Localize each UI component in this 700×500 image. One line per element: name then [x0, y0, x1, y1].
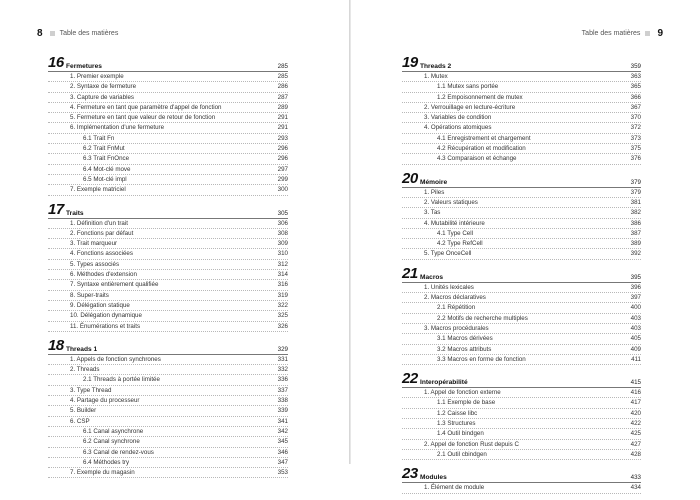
- chapter-section: [402, 55, 641, 165]
- entry-title: 7. Exemple du magasin: [70, 469, 135, 477]
- toc-subentry[interactable]: [48, 427, 288, 437]
- entry-title: 1. Piles: [424, 188, 445, 196]
- chapter-page-number: 359: [630, 63, 641, 70]
- entry-title: 10. Délégation dynamique: [70, 312, 142, 320]
- toc-subentry[interactable]: [402, 82, 641, 92]
- entry-page-number: 403: [630, 314, 641, 322]
- entry-page-number: 346: [277, 448, 288, 456]
- entry-title: 5. Builder: [70, 407, 97, 415]
- chapter-heading[interactable]: [48, 55, 288, 72]
- entry-page-number: 314: [277, 271, 288, 279]
- toc-entry[interactable]: [48, 103, 288, 113]
- entry-title: 1. Premier exemple: [70, 73, 124, 80]
- toc-subentry[interactable]: [402, 398, 641, 408]
- toc-entry[interactable]: [402, 219, 641, 229]
- entry-title: 2. Macros déclaratives: [424, 294, 486, 302]
- chapter-page-number: 329: [277, 345, 288, 353]
- entry-title: 3.1 Macros dérivées: [437, 335, 493, 343]
- entry-title: 4. Partage du processeur: [70, 397, 140, 405]
- entry-page-number: 397: [630, 294, 641, 302]
- entry-page-number: 312: [277, 260, 288, 268]
- entry-page-number: 372: [630, 124, 641, 132]
- entry-page-number: 405: [630, 335, 641, 343]
- toc-entry[interactable]: [402, 388, 641, 398]
- entry-page-number: 389: [630, 240, 641, 248]
- toc-entry[interactable]: [48, 113, 288, 123]
- toc-entry[interactable]: [48, 229, 288, 239]
- entry-title: 3. Type Thread: [70, 386, 112, 394]
- entry-page-number: 332: [277, 366, 288, 374]
- entry-page-number: 326: [277, 322, 288, 330]
- header-square-ornament: [645, 31, 650, 36]
- right-page: [351, 0, 700, 492]
- entry-page-number: 375: [630, 145, 641, 153]
- chapter-heading[interactable]: [48, 202, 288, 219]
- entry-title: 1.3 Structures: [437, 420, 476, 428]
- page-number: 8: [37, 27, 43, 39]
- entry-title: 6.2 Trait FnMut: [83, 145, 125, 153]
- toc-entry[interactable]: [48, 468, 288, 478]
- toc-entry[interactable]: [402, 103, 641, 113]
- entry-page-number: 293: [277, 134, 288, 142]
- entry-page-number: 331: [277, 355, 288, 363]
- toc-entry[interactable]: [48, 396, 288, 406]
- entry-page-number: 386: [630, 219, 641, 227]
- entry-page-number: 291: [277, 124, 288, 132]
- entry-title: 4.2 Récupération et modification: [437, 145, 526, 153]
- entry-page-number: 409: [630, 345, 641, 353]
- toc-subentry[interactable]: [48, 448, 288, 458]
- toc-entry[interactable]: [48, 219, 288, 229]
- entry-title: 2. Fonctions par défaut: [70, 229, 134, 237]
- entry-page-number: 289: [277, 103, 288, 111]
- toc-entry[interactable]: [402, 283, 641, 293]
- entry-page-number: 310: [277, 250, 288, 258]
- toc-entry[interactable]: [48, 301, 288, 311]
- entry-title: 1. Élément de module: [424, 484, 485, 492]
- entry-page-number: 339: [277, 407, 288, 415]
- entry-title: 6.2 Canal synchrone: [83, 438, 140, 446]
- entry-title: 1. Mutex: [424, 73, 448, 80]
- toc-subentry[interactable]: [402, 303, 641, 313]
- entry-title: 6.4 Méthodes try: [83, 458, 130, 466]
- entry-title: 7. Exemple matriciel: [70, 186, 126, 194]
- entry-title: 2. Syntaxe de fermeture: [70, 83, 137, 91]
- toc-entry[interactable]: [48, 123, 288, 133]
- chapter-page-number: 415: [630, 379, 641, 387]
- entry-title: 5. Types associés: [70, 260, 120, 268]
- toc-subentry[interactable]: [48, 175, 288, 185]
- chapter-number: 22: [402, 370, 418, 388]
- entry-title: 1. Appel de fonction externe: [424, 389, 501, 397]
- entry-title: 6.5 Mot-clé impl: [83, 175, 127, 183]
- entry-title: 5. Fermeture en tant que valeur de retour de fonction: [70, 114, 216, 122]
- entry-title: 4.2 Type RefCell: [437, 240, 483, 248]
- entry-page-number: 286: [277, 83, 288, 91]
- toc-subentry[interactable]: [402, 229, 641, 239]
- entry-title: 4. Opérations atomiques: [424, 124, 492, 132]
- page-number: 9: [657, 27, 663, 39]
- entry-title: 4.1 Type Cell: [437, 229, 474, 237]
- entry-page-number: 308: [277, 229, 288, 237]
- toc-entry[interactable]: [48, 270, 288, 280]
- entry-page-number: 365: [630, 83, 641, 91]
- entry-title: 6.3 Trait FnOnce: [83, 155, 130, 163]
- entry-page-number: 345: [277, 438, 288, 446]
- toc-subentry[interactable]: [402, 450, 641, 460]
- toc-entry[interactable]: [48, 291, 288, 301]
- toc-entry[interactable]: [402, 208, 641, 218]
- entry-page-number: 297: [277, 165, 288, 173]
- entry-title: 6.3 Canal de rendez-vous: [83, 448, 154, 456]
- chapter-number: 20: [402, 169, 418, 187]
- toc-entry[interactable]: [402, 188, 641, 198]
- toc-entry[interactable]: [48, 417, 288, 427]
- entry-page-number: 306: [277, 219, 288, 227]
- toc-entry[interactable]: [402, 440, 641, 450]
- toc-entry[interactable]: [402, 72, 641, 82]
- toc-subentry[interactable]: [402, 239, 641, 249]
- chapter-title: Modules: [420, 474, 447, 482]
- entry-title: 6.4 Mot-clé move: [83, 165, 131, 173]
- toc-subentry[interactable]: [48, 154, 288, 164]
- entry-page-number: 291: [277, 114, 288, 122]
- entry-page-number: 425: [630, 430, 641, 438]
- toc-left: [48, 55, 288, 484]
- chapter-section: [402, 371, 641, 460]
- chapter-section: [402, 466, 641, 493]
- toc-entry[interactable]: [402, 123, 641, 133]
- entry-page-number: 353: [277, 469, 288, 477]
- entry-page-number: 434: [630, 484, 641, 492]
- chapter-title: Fermetures: [66, 63, 102, 70]
- entry-title: 2.1 Outil cbindgen: [437, 450, 487, 458]
- toc-entry[interactable]: [48, 239, 288, 249]
- toc-entry[interactable]: [48, 72, 288, 82]
- entry-page-number: 316: [277, 281, 288, 289]
- chapter-heading[interactable]: [402, 466, 641, 483]
- entry-title: 8. Super-traits: [70, 291, 109, 299]
- header-title: Table des matières: [59, 29, 119, 37]
- entry-page-number: 341: [277, 417, 288, 425]
- entry-title: 7. Syntaxe entièrement qualifiée: [70, 281, 159, 289]
- toc-entry[interactable]: [48, 249, 288, 259]
- entry-page-number: 403: [630, 324, 641, 332]
- chapter-page-number: 379: [630, 178, 641, 186]
- toc-entry[interactable]: [402, 249, 641, 259]
- entry-title: 1.1 Mutex sans portée: [437, 83, 499, 91]
- chapter-section: [402, 171, 641, 260]
- chapter-heading[interactable]: [402, 171, 641, 188]
- entry-title: 11. Énumérations et traits: [70, 322, 141, 330]
- entry-page-number: 300: [277, 186, 288, 194]
- toc-entry[interactable]: [48, 386, 288, 396]
- entry-page-number: 396: [630, 283, 641, 291]
- chapter-section: [402, 266, 641, 365]
- toc-subentry[interactable]: [48, 144, 288, 154]
- entry-title: 6. Implémentation d'une fermeture: [70, 124, 165, 132]
- toc-subentry[interactable]: [48, 375, 288, 385]
- entry-page-number: 337: [277, 386, 288, 394]
- entry-title: 5. Type OnceCell: [424, 250, 472, 258]
- entry-page-number: 322: [277, 301, 288, 309]
- entry-title: 1.2 Empoisonnement de mutex: [437, 93, 523, 101]
- entry-page-number: 373: [630, 134, 641, 142]
- entry-page-number: 285: [277, 73, 288, 80]
- entry-page-number: 428: [630, 450, 641, 458]
- entry-page-number: 299: [277, 175, 288, 183]
- entry-title: 1. Définition d'un trait: [70, 219, 128, 227]
- entry-title: 1.1 Exemple de base: [437, 399, 496, 407]
- entry-title: 4.3 Comparaison et échange: [437, 155, 517, 163]
- chapter-title: Traits: [66, 209, 84, 217]
- entry-title: 2. Valeurs statiques: [424, 198, 478, 206]
- chapter-title: Mémoire: [420, 178, 448, 186]
- entry-title: 6.1 Canal asynchrone: [83, 427, 144, 435]
- toc-subentry[interactable]: [48, 134, 288, 144]
- entry-title: 2.1 Threads à portée limitée: [83, 376, 160, 384]
- toc-subentry[interactable]: [48, 165, 288, 175]
- toc-entry[interactable]: [48, 185, 288, 195]
- entry-title: 3.3 Macros en forme de fonction: [437, 355, 526, 363]
- toc-subentry[interactable]: [402, 409, 641, 419]
- entry-page-number: 400: [630, 304, 641, 312]
- chapter-page-number: 285: [277, 63, 288, 70]
- toc-subentry[interactable]: [402, 314, 641, 324]
- entry-title: 1.2 Caisse libc: [437, 409, 478, 417]
- entry-page-number: 363: [630, 73, 641, 80]
- toc-subentry[interactable]: [402, 154, 641, 164]
- toc-subentry[interactable]: [402, 134, 641, 144]
- toc-entry[interactable]: [48, 311, 288, 321]
- chapter-number: 21: [402, 264, 418, 282]
- toc-entry[interactable]: [402, 293, 641, 303]
- entry-title: 1.4 Outil bindgen: [437, 430, 484, 438]
- entry-page-number: 287: [277, 93, 288, 101]
- entry-title: 3. Trait marqueur: [70, 240, 118, 248]
- entry-title: 6. CSP: [70, 417, 90, 425]
- toc-subentry[interactable]: [402, 93, 641, 103]
- toc-entry[interactable]: [402, 483, 641, 493]
- chapter-title: Interopérabilité: [420, 379, 468, 387]
- entry-title: 2.2 Motifs de recherche multiples: [437, 314, 528, 322]
- chapter-title: Macros: [420, 273, 444, 281]
- toc-entry[interactable]: [48, 82, 288, 92]
- entry-title: 3.2 Macros attributs: [437, 345, 492, 353]
- entry-title: 3. Tas: [424, 209, 441, 217]
- toc-subentry[interactable]: [402, 334, 641, 344]
- running-header: [582, 27, 663, 39]
- entry-page-number: 370: [630, 114, 641, 122]
- entry-page-number: 392: [630, 250, 641, 258]
- entry-title: 4. Fermeture en tant que paramètre d'appel de fonction: [70, 103, 222, 111]
- entry-page-number: 382: [630, 209, 641, 217]
- chapter-heading[interactable]: [402, 266, 641, 283]
- entry-title: 4.1 Enregistrement et chargement: [437, 134, 531, 142]
- toc-subentry[interactable]: [402, 419, 641, 429]
- entry-title: 3. Capture de variables: [70, 93, 134, 101]
- toc-entry[interactable]: [48, 365, 288, 375]
- entry-title: 3. Variables de condition: [424, 114, 492, 122]
- header-title: Table des matières: [581, 29, 641, 37]
- entry-page-number: 376: [630, 155, 641, 163]
- entry-page-number: 296: [277, 145, 288, 153]
- toc-entry[interactable]: [48, 280, 288, 290]
- toc-entry[interactable]: [48, 406, 288, 416]
- toc-subentry[interactable]: [402, 345, 641, 355]
- chapter-heading[interactable]: [48, 338, 288, 355]
- toc-entry[interactable]: [402, 324, 641, 334]
- entry-title: 4. Mutabilité intérieure: [424, 219, 485, 227]
- entry-page-number: 417: [630, 399, 641, 407]
- chapter-number: 16: [48, 54, 64, 71]
- toc-entry[interactable]: [48, 322, 288, 332]
- chapter-number: 19: [402, 54, 418, 71]
- entry-page-number: 336: [277, 376, 288, 384]
- entry-page-number: 420: [630, 409, 641, 417]
- entry-title: 4. Fonctions associées: [70, 250, 133, 258]
- entry-page-number: 366: [630, 93, 641, 101]
- left-page: [0, 0, 349, 477]
- entry-title: 2. Verrouillage en lecture-écriture: [424, 103, 516, 111]
- entry-page-number: 427: [630, 440, 641, 448]
- entry-title: 9. Délégation statique: [70, 301, 130, 309]
- toc-entry[interactable]: [48, 355, 288, 365]
- toc-entry[interactable]: [402, 198, 641, 208]
- chapter-title: Threads 1: [66, 345, 98, 353]
- chapter-page-number: 395: [630, 273, 641, 281]
- entry-page-number: 422: [630, 420, 641, 428]
- entry-page-number: 387: [630, 229, 641, 237]
- toc-entry[interactable]: [48, 260, 288, 270]
- entry-title: 2. Threads: [70, 366, 100, 374]
- chapter-section: [48, 202, 288, 332]
- toc-subentry[interactable]: [402, 355, 641, 365]
- chapter-number: 18: [48, 336, 64, 354]
- chapter-heading[interactable]: [402, 55, 641, 72]
- entry-title: 3. Macros procédurales: [424, 324, 489, 332]
- entry-page-number: 309: [277, 240, 288, 248]
- running-header: [37, 27, 118, 39]
- chapter-page-number: 433: [630, 474, 641, 482]
- toc-subentry[interactable]: [402, 144, 641, 154]
- chapter-title: Threads 2: [420, 63, 452, 70]
- toc-subentry[interactable]: [402, 429, 641, 439]
- entry-title: 1. Appels de fonction synchrones: [70, 355, 161, 363]
- entry-page-number: 347: [277, 458, 288, 466]
- entry-title: 6. Méthodes d'extension: [70, 271, 137, 279]
- chapter-section: [48, 55, 288, 196]
- chapter-heading[interactable]: [402, 371, 641, 388]
- entry-title: 2.1 Répétition: [437, 304, 476, 312]
- toc-right: [402, 55, 641, 500]
- entry-page-number: 381: [630, 198, 641, 206]
- chapter-number: 23: [402, 465, 418, 483]
- entry-title: 2. Appel de fonction Rust depuis C: [424, 440, 519, 448]
- entry-page-number: 367: [630, 103, 641, 111]
- entry-page-number: 416: [630, 389, 641, 397]
- chapter-page-number: 305: [277, 209, 288, 217]
- entry-page-number: 379: [630, 188, 641, 196]
- entry-page-number: 319: [277, 291, 288, 299]
- entry-page-number: 338: [277, 397, 288, 405]
- toc-entry[interactable]: [48, 93, 288, 103]
- chapter-number: 17: [48, 200, 64, 218]
- entry-title: 6.1 Trait Fn: [83, 134, 115, 142]
- entry-page-number: 325: [277, 312, 288, 320]
- chapter-section: [48, 338, 288, 479]
- toc-entry[interactable]: [402, 113, 641, 123]
- header-square-ornament: [50, 31, 55, 36]
- toc-subentry[interactable]: [48, 437, 288, 447]
- entry-title: 1. Unités lexicales: [424, 283, 474, 291]
- entry-page-number: 342: [277, 427, 288, 435]
- entry-page-number: 411: [631, 355, 641, 363]
- entry-page-number: 296: [277, 155, 288, 163]
- toc-subentry[interactable]: [48, 458, 288, 468]
